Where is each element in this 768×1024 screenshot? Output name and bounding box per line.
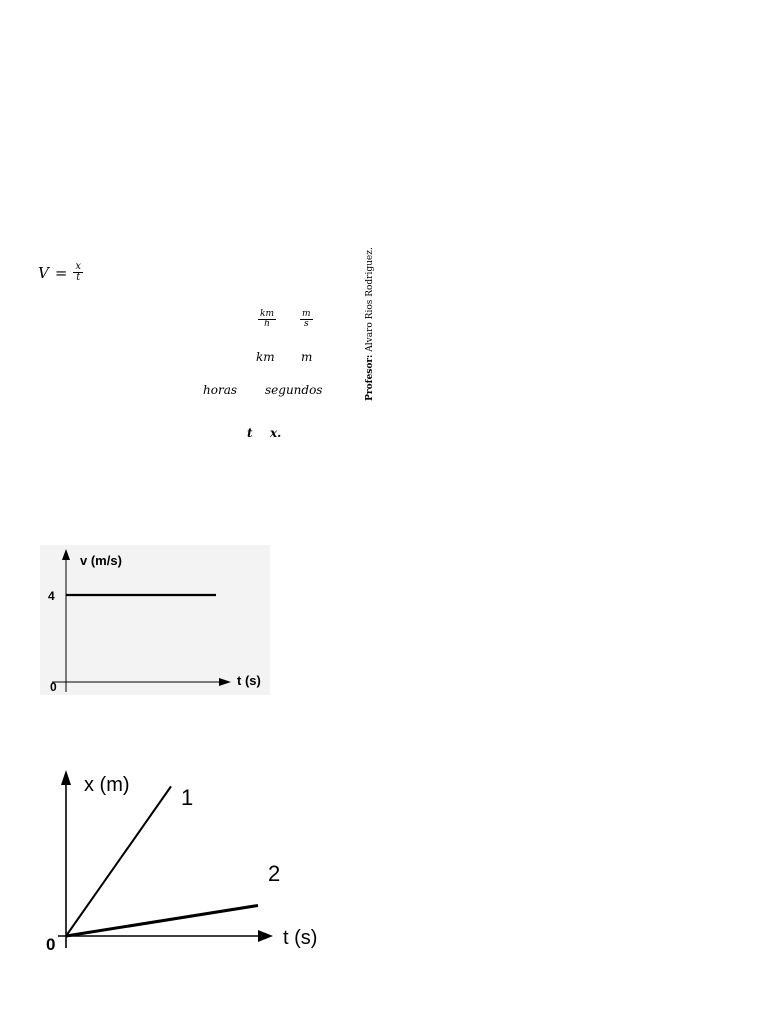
credit-name: Alvaro Rios Rodriguez. (365, 247, 375, 352)
position-y-arrow (61, 770, 71, 785)
position-y-label: x (m) (84, 774, 130, 796)
unit-segundos: segundos (265, 383, 323, 397)
velocity-x-label: t (s) (237, 673, 261, 688)
formula-equals: = (54, 263, 68, 282)
unit-horas: horas (203, 383, 238, 397)
unit-km-num: km (260, 309, 274, 319)
position-series-2-line (66, 905, 258, 936)
position-series-1-label: 1 (181, 785, 194, 810)
position-x-label: t (s) (283, 927, 318, 949)
unit-m: m (301, 350, 313, 364)
formula-lhs: V (38, 263, 49, 282)
position-x-arrow (258, 930, 273, 942)
unit-s-den: s (303, 319, 309, 329)
velocity-y-label: v (m/s) (80, 553, 122, 568)
position-series-1-line (66, 786, 171, 936)
unit-h-den: h (264, 319, 270, 329)
formula-denominator: t (76, 272, 81, 283)
unit-m-num: m (302, 309, 311, 319)
var-x: x. (270, 426, 282, 440)
velocity-origin-label: 0 (50, 680, 57, 694)
velocity-x-arrow (219, 678, 231, 686)
velocity-tick-4: 4 (48, 589, 55, 603)
formula-numerator: x (75, 261, 82, 272)
credit-label: Profesor: (365, 354, 375, 401)
position-series-2-label: 2 (268, 861, 281, 886)
var-t: t (247, 426, 253, 440)
position-origin-label: 0 (46, 935, 56, 954)
unit-km: km (256, 350, 275, 364)
velocity-y-arrow (62, 549, 70, 560)
